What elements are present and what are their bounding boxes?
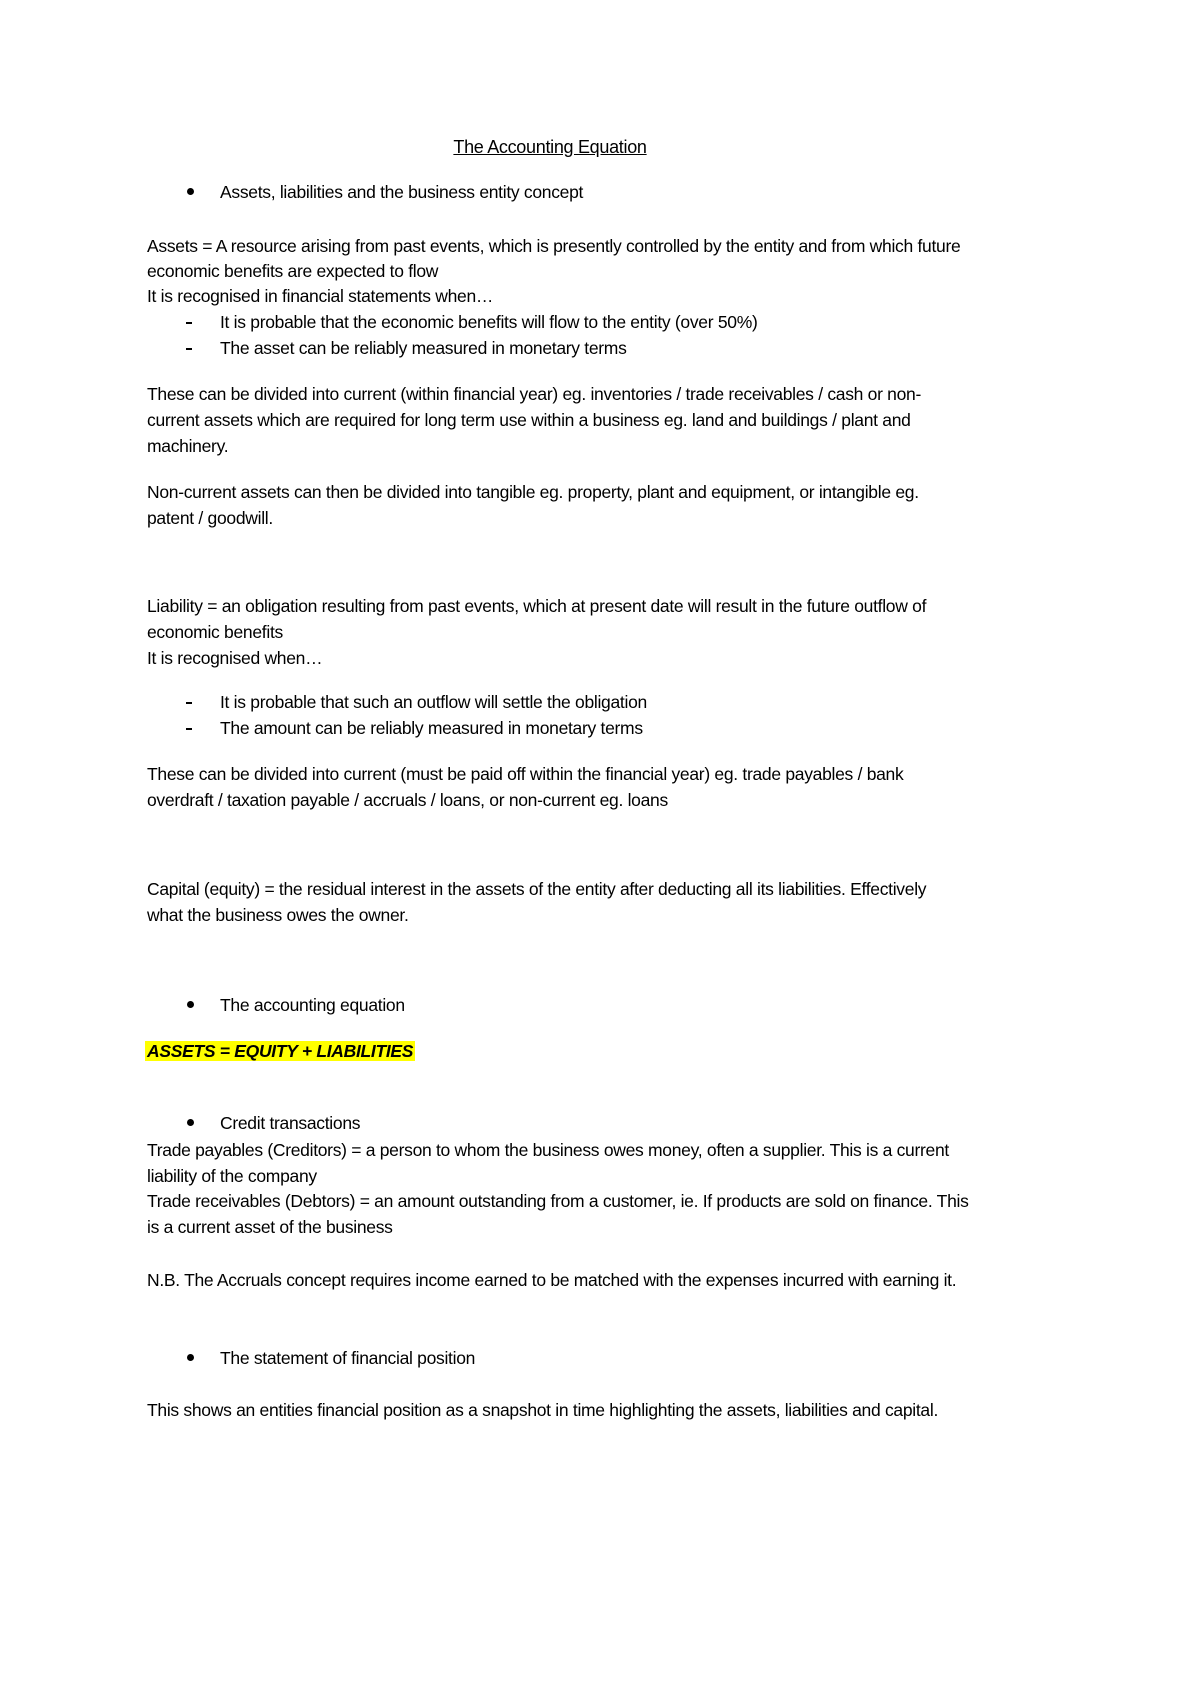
dash-icon	[186, 728, 192, 730]
bullet-heading-accounting-equation: The accounting equation	[220, 995, 405, 1015]
accounting-equation-highlight	[145, 1039, 415, 1063]
trade-payables-line-2: liability of the company	[147, 1166, 317, 1186]
dash-icon	[186, 348, 192, 350]
assets-definition-line-2: economic benefits are expected to flow	[147, 261, 439, 281]
trade-receivables-line-1: Trade receivables (Debtors) = an amount outstanding from a customer, ie. If products are sold on finance. This	[147, 1191, 969, 1211]
bullet-heading-assets-liabilities: Assets, liabilities and the business entity concept	[220, 182, 584, 202]
liability-recognised-text: It is recognised when…	[147, 648, 323, 668]
page-title: The Accounting Equation	[453, 137, 647, 157]
assets-condition-2: The asset can be reliably measured in monetary terms	[220, 338, 627, 358]
bullet-icon	[187, 1119, 194, 1126]
dash-icon	[186, 702, 192, 704]
assets-division-line-2: current assets which are required for long term use within a business eg. land and buildings / plant and	[147, 410, 911, 430]
liability-condition-2: The amount can be reliably measured in monetary terms	[220, 718, 643, 738]
trade-receivables-line-2: is a current asset of the business	[147, 1217, 393, 1237]
bullet-heading-financial-position: The statement of financial position	[220, 1348, 476, 1368]
bullet-icon	[187, 188, 194, 195]
assets-definition-line-1: Assets = A resource arising from past events, which is presently controlled by the entity and from which future	[147, 236, 961, 256]
capital-definition-line-2: what the business owes the owner.	[147, 905, 409, 925]
liability-division-line-2: overdraft / taxation payable / accruals / loans, or non-current eg. loans	[147, 790, 668, 810]
equation-text: ASSETS = EQUITY + LIABILITIES	[147, 1041, 414, 1061]
noncurrent-assets-line-2: patent / goodwill.	[147, 508, 273, 528]
liability-division-line-1: These can be divided into current (must be paid off within the financial year) eg. trade payables / bank	[147, 764, 904, 784]
liability-condition-1: It is probable that such an outflow will settle the obligation	[220, 692, 647, 712]
bullet-icon	[187, 1001, 194, 1008]
dash-icon	[186, 322, 192, 324]
bullet-heading-credit-transactions: Credit transactions	[220, 1113, 361, 1133]
assets-recognised-text: It is recognised in financial statements when…	[147, 286, 494, 306]
assets-division-line-3: machinery.	[147, 436, 229, 456]
assets-division-line-1: These can be divided into current (within financial year) eg. inventories / trade receivables / cash or non-	[147, 384, 921, 404]
capital-definition-line-1: Capital (equity) = the residual interest in the assets of the entity after deducting all its liabilities. Effectively	[147, 879, 927, 899]
assets-condition-1: It is probable that the economic benefits will flow to the entity (over 50%)	[220, 312, 758, 332]
bullet-icon	[187, 1354, 194, 1361]
liability-definition-line-2: economic benefits	[147, 622, 283, 642]
noncurrent-assets-line-1: Non-current assets can then be divided into tangible eg. property, plant and equipment, or intangible eg.	[147, 482, 919, 502]
liability-definition-line-1: Liability = an obligation resulting from past events, which at present date will result in the future outflow of	[147, 596, 927, 616]
trade-payables-line-1: Trade payables (Creditors) = a person to whom the business owes money, often a supplier. This is a current	[147, 1140, 949, 1160]
financial-position-text: This shows an entities financial position as a snapshot in time highlighting the assets, liabilities and capital.	[147, 1400, 939, 1420]
accruals-note: N.B. The Accruals concept requires income earned to be matched with the expenses incurred with earning it.	[147, 1270, 957, 1290]
